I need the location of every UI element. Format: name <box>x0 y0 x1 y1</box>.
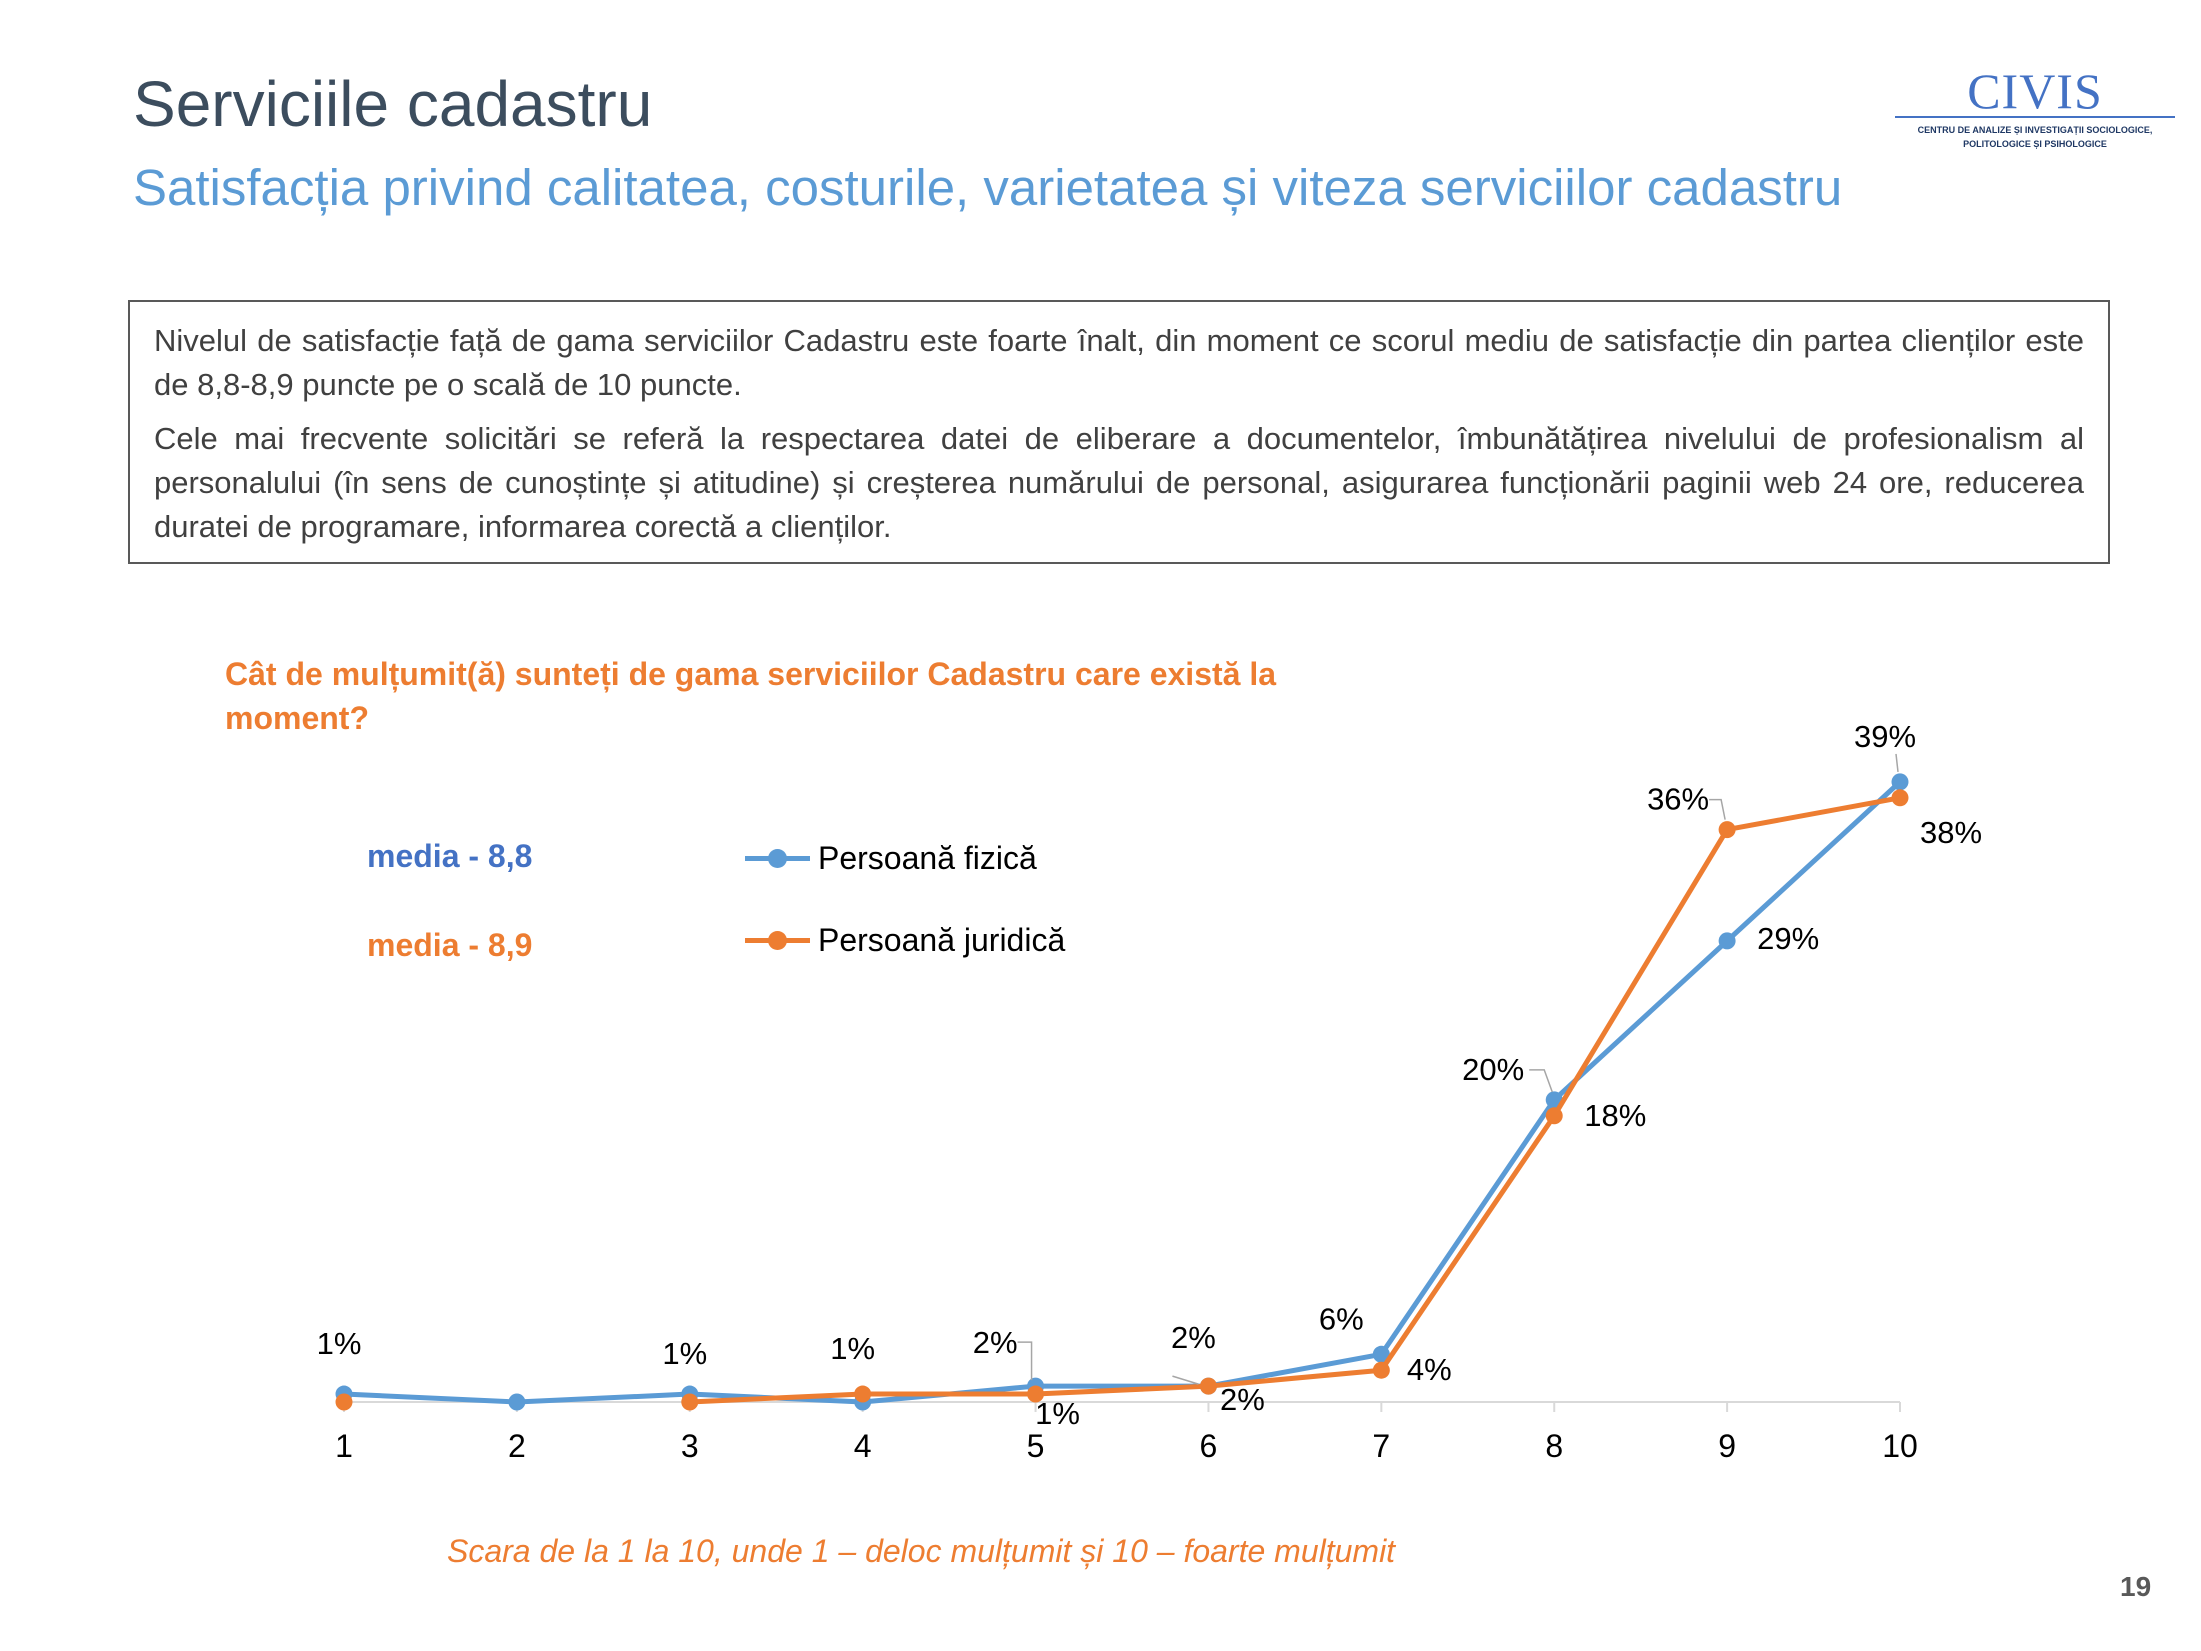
data-point <box>336 1394 353 1411</box>
chart-question: Cât de mulțumit(ă) sunteți de gama serviciilor Cadastru care există la moment? <box>225 656 1277 736</box>
data-point <box>1892 789 1909 806</box>
label-leader-line <box>1896 754 1898 772</box>
summary-paragraph-1: Nivelul de satisfacție față de gama serviciilor Cadastru este foarte înalt, din moment ce scorul mediu de satisfacție din partea clienților este de 8,8-8,9 puncte pe o scală de 10 puncte. <box>154 323 2084 402</box>
slide-subtitle: Satisfacția privind calitatea, costurile, varietatea și viteza serviciilor cadastru <box>133 159 1843 216</box>
data-point <box>681 1394 698 1411</box>
data-point <box>1546 1107 1563 1124</box>
series-line <box>344 782 1900 1402</box>
summary-paragraph-2: Cele mai frecvente solicitări se referă la respectarea datei de eliberare a documentelor, îmbunătățirea nivelului de profesionalism al personalului (în sens de cunoștințe și atitudine) și creșterea numărului de personal, asigurarea funcționării paginii web 24 ore, reducerea duratei de programare, informarea corectă a clienților. <box>154 421 2084 544</box>
data-point <box>854 1386 871 1403</box>
media-fizica: media - 8,8 <box>367 838 533 874</box>
page-number: 19 <box>2120 1571 2152 1602</box>
label-leader-line <box>1018 1342 1032 1380</box>
logo-subtitle-1: CENTRU DE ANALIZE ȘI INVESTIGAȚII SOCIOLOGICE, <box>1917 125 2153 135</box>
media-juridica: media - 8,9 <box>367 927 533 963</box>
x-tick-label: 10 <box>1882 1428 1918 1464</box>
data-point <box>1719 932 1736 949</box>
data-label: 2% <box>1171 1320 1216 1356</box>
x-tick-label: 9 <box>1718 1428 1737 1464</box>
logo-subtitle-2: POLITOLOGICE ȘI PSIHOLOGICE <box>1963 139 2107 149</box>
data-label: 38% <box>1920 814 1983 850</box>
data-label: 18% <box>1584 1097 1647 1133</box>
label-leader-line <box>1709 800 1725 820</box>
data-label: 6% <box>1318 1301 1364 1337</box>
data-point <box>1200 1378 1217 1395</box>
data-point <box>1373 1362 1390 1379</box>
data-label: 39% <box>1853 718 1917 754</box>
data-label: 29% <box>1757 920 1820 956</box>
x-tick-label: 2 <box>507 1428 526 1464</box>
data-label: 1% <box>316 1326 362 1362</box>
label-leader-line <box>1172 1376 1198 1384</box>
data-point <box>1892 773 1909 790</box>
x-tick-label: 3 <box>680 1428 699 1464</box>
slide-title: Serviciile cadastru <box>133 68 653 140</box>
logo-wordmark: CIVIS <box>1967 63 2103 119</box>
data-label: 2% <box>972 1325 1018 1361</box>
data-label: 1% <box>662 1336 708 1372</box>
x-tick-label: 7 <box>1372 1428 1391 1464</box>
x-tick-label: 8 <box>1545 1428 1564 1464</box>
legend-label-fizica: Persoană fizică <box>818 839 1037 876</box>
data-point <box>1719 821 1736 838</box>
x-tick-label: 5 <box>1026 1428 1045 1464</box>
data-label: 4% <box>1406 1352 1452 1388</box>
label-leader-line <box>1529 1070 1552 1092</box>
x-tick-label: 1 <box>335 1428 353 1464</box>
data-label: 1% <box>830 1331 876 1367</box>
series-line <box>690 798 1900 1402</box>
scale-note: Scara de la 1 la 10, unde 1 – deloc mulțumit și 10 – foarte mulțumit <box>447 1533 1396 1569</box>
data-label: 36% <box>1647 781 1710 817</box>
legend-label-juridica: Persoană juridică <box>818 921 1066 958</box>
data-label: 2% <box>1220 1382 1265 1418</box>
data-point <box>508 1394 525 1411</box>
data-label: 20% <box>1462 1051 1525 1087</box>
x-tick-label: 6 <box>1199 1428 1218 1464</box>
x-tick-label: 4 <box>853 1428 872 1464</box>
data-label: 1% <box>1035 1396 1080 1432</box>
